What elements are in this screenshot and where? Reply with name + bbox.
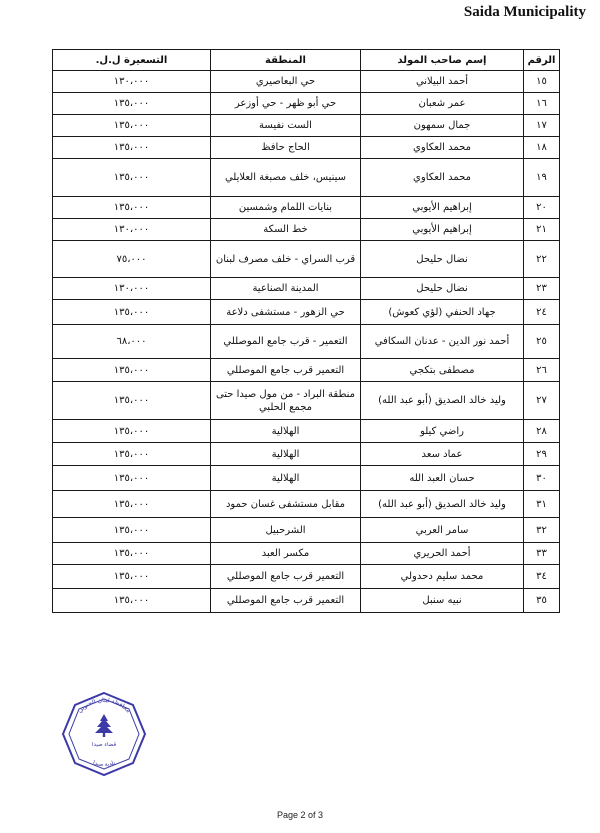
table-row (53, 325, 560, 359)
row-owner-name: نبيه سنبل (361, 589, 524, 613)
table-header-row (53, 50, 560, 71)
row-owner-name: جمال سمهون (361, 115, 524, 137)
row-number: ٢٦ (524, 359, 560, 382)
row-price: ٧٥،٠٠٠ (53, 241, 211, 278)
header-owner-name: إسم صاحب المولد (361, 50, 524, 71)
row-area: حي أبو ظهر - حي أوزعر (211, 93, 361, 115)
row-owner-name: عماد سعد (361, 443, 524, 466)
row-price: ١٣٥،٠٠٠ (53, 159, 211, 197)
row-price: ١٣٥،٠٠٠ (53, 518, 211, 543)
table-row (53, 115, 560, 137)
row-number: ٣٠ (524, 466, 560, 491)
row-price: ٦٨،٠٠٠ (53, 325, 211, 359)
row-price: ١٣٥،٠٠٠ (53, 491, 211, 518)
row-area: منطقة البراد - من مول صيدا حتى مجمع الحلبي (211, 382, 361, 420)
row-owner-name: إبراهيم الأيوبي (361, 219, 524, 241)
row-price: ١٣٥،٠٠٠ (53, 589, 211, 613)
row-price: ١٣٥،٠٠٠ (53, 382, 211, 420)
row-number: ٣٢ (524, 518, 560, 543)
row-area: خط السكة (211, 219, 361, 241)
table-row (53, 443, 560, 466)
municipality-seal (60, 690, 148, 778)
row-area: قرب السراي - خلف مصرف لبنان (211, 241, 361, 278)
seal-mid-text: قضاء صيدا (91, 742, 117, 748)
table-row (53, 518, 560, 543)
row-number: ١٨ (524, 137, 560, 159)
row-owner-name: محمد العكاوي (361, 137, 524, 159)
table-row (53, 382, 560, 420)
row-owner-name: أحمد الحريري (361, 543, 524, 565)
row-area: الحاج حافظ (211, 137, 361, 159)
row-area: التعمير قرب جامع الموصللي (211, 565, 361, 589)
header-number: الرقم (524, 50, 560, 71)
table-row (53, 359, 560, 382)
row-number: ١٦ (524, 93, 560, 115)
row-price: ١٣٥،٠٠٠ (53, 565, 211, 589)
row-area: حي البعاصيري (211, 71, 361, 93)
table-row (53, 71, 560, 93)
row-owner-name: أحمد نور الدين - عدنان السكافي (361, 325, 524, 359)
row-price: ١٣٥،٠٠٠ (53, 543, 211, 565)
page-footer: Page 2 of 3 (276, 810, 324, 820)
row-number: ١٩ (524, 159, 560, 197)
row-price: ١٣٥،٠٠٠ (53, 359, 211, 382)
row-owner-name: مصطفى بتكجي (361, 359, 524, 382)
row-number: ١٧ (524, 115, 560, 137)
row-area: التعمير قرب جامع الموصللي (211, 589, 361, 613)
row-price: ١٣٥،٠٠٠ (53, 93, 211, 115)
row-owner-name: وليد خالد الصديق (أبو عبد الله) (361, 382, 524, 420)
row-owner-name: جهاد الحنفي (لؤي كعوش) (361, 300, 524, 325)
row-owner-name: نضال حليحل (361, 241, 524, 278)
row-price: ١٣٥،٠٠٠ (53, 466, 211, 491)
row-owner-name: إبراهيم الأيوبي (361, 197, 524, 219)
row-number: ٢٠ (524, 197, 560, 219)
row-price: ١٣٥،٠٠٠ (53, 115, 211, 137)
row-number: ٢١ (524, 219, 560, 241)
table-row (53, 300, 560, 325)
row-price: ١٣٥،٠٠٠ (53, 443, 211, 466)
row-number: ٢٥ (524, 325, 560, 359)
header-price: التسعيرة ل.ل. (53, 50, 211, 71)
header-area: المنطقة (211, 50, 361, 71)
row-number: ٣٤ (524, 565, 560, 589)
row-owner-name: أحمد البيلاني (361, 71, 524, 93)
table-row (53, 159, 560, 197)
table-row (53, 589, 560, 613)
row-number: ٢٧ (524, 382, 560, 420)
row-price: ١٣٠،٠٠٠ (53, 219, 211, 241)
row-area: التعمير قرب جامع الموصللي (211, 359, 361, 382)
table-row (53, 137, 560, 159)
row-number: ٢٤ (524, 300, 560, 325)
row-owner-name: نضال حليحل (361, 278, 524, 300)
row-number: ٢٣ (524, 278, 560, 300)
cedar-icon (95, 714, 113, 737)
row-price: ١٣٠،٠٠٠ (53, 278, 211, 300)
table-row (53, 491, 560, 518)
generators-table-container (52, 49, 559, 613)
table-body (53, 71, 560, 613)
table-row (53, 93, 560, 115)
row-area: الشرحبيل (211, 518, 361, 543)
row-owner-name: محمد العكاوي (361, 159, 524, 197)
document-header-title: Saida Municipality (463, 4, 586, 20)
row-area: الهلالية (211, 466, 361, 491)
table-row (53, 420, 560, 443)
seal-top-text: محافظة لبنان الجنوبي (76, 696, 132, 715)
row-owner-name: سامر العربي (361, 518, 524, 543)
row-area: المدينة الصناعية (211, 278, 361, 300)
row-area: حي الزهور - مستشفى دلاعة (211, 300, 361, 325)
row-price: ١٣٥،٠٠٠ (53, 137, 211, 159)
table-row (53, 241, 560, 278)
table-row (53, 278, 560, 300)
row-price: ١٣٥،٠٠٠ (53, 197, 211, 219)
row-area: مكسر العبد (211, 543, 361, 565)
row-owner-name: وليد خالد الصديق (أبو عبد الله) (361, 491, 524, 518)
table-row (53, 543, 560, 565)
seal-bottom-text: بلدية صيدا (91, 760, 117, 769)
row-area: الهلالية (211, 420, 361, 443)
row-area: الست نفيسة (211, 115, 361, 137)
row-number: ٢٢ (524, 241, 560, 278)
table-row (53, 197, 560, 219)
row-owner-name: حسان العبد الله (361, 466, 524, 491)
row-area: سينيس، خلف مصبغة العلايلي (211, 159, 361, 197)
row-price: ١٣٠،٠٠٠ (53, 71, 211, 93)
row-number: ٢٨ (524, 420, 560, 443)
row-area: بنايات اللمام وشمسين (211, 197, 361, 219)
row-owner-name: عمر شعبان (361, 93, 524, 115)
row-number: ٣٥ (524, 589, 560, 613)
table-row (53, 466, 560, 491)
row-number: ٣٣ (524, 543, 560, 565)
row-number: ٣١ (524, 491, 560, 518)
row-owner-name: محمد سليم دحدولي (361, 565, 524, 589)
row-owner-name: راضي كيلو (361, 420, 524, 443)
row-area: مقابل مستشفى غسان حمود (211, 491, 361, 518)
generators-pricing-table (52, 49, 560, 613)
row-price: ١٣٥،٠٠٠ (53, 420, 211, 443)
row-area: الهلالية (211, 443, 361, 466)
row-number: ١٥ (524, 71, 560, 93)
table-row (53, 219, 560, 241)
row-number: ٢٩ (524, 443, 560, 466)
row-price: ١٣٥،٠٠٠ (53, 300, 211, 325)
table-row (53, 565, 560, 589)
row-area: التعمير - قرب جامع الموصللي (211, 325, 361, 359)
